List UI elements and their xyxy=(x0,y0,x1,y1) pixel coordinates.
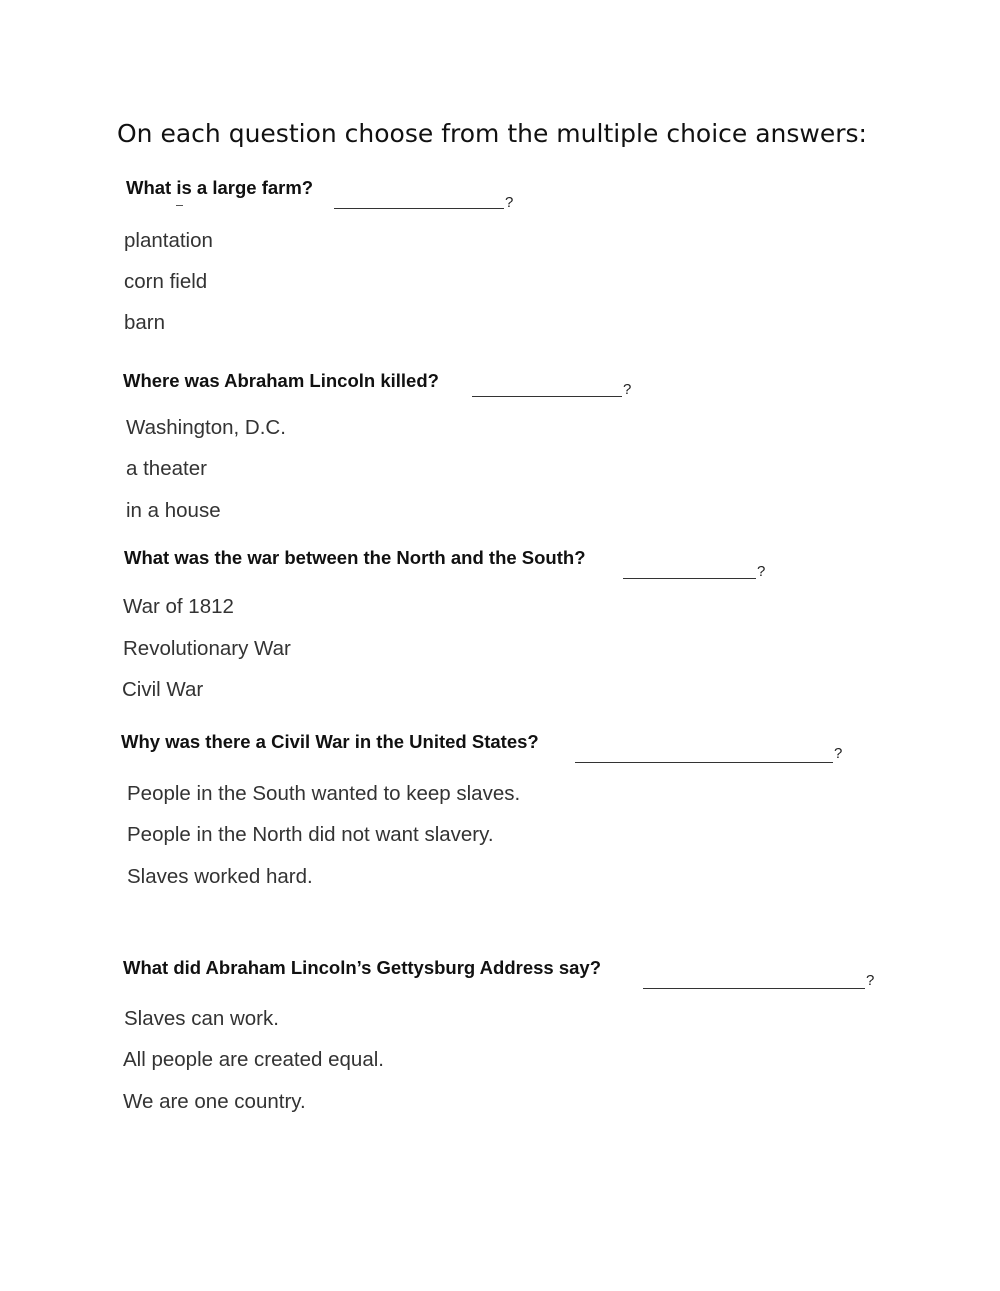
option-item[interactable]: People in the South wanted to keep slaves. xyxy=(127,782,521,805)
question-text: What did Abraham Lincoln’s Gettysburg Address say? xyxy=(123,957,601,978)
answer-blank[interactable] xyxy=(623,578,756,579)
answer-blank[interactable] xyxy=(575,762,833,763)
option-item[interactable]: plantation xyxy=(124,229,213,252)
option-item[interactable]: a theater xyxy=(126,457,207,480)
blank-question-mark: ? xyxy=(834,745,843,762)
option-item[interactable]: We are one country. xyxy=(123,1090,306,1113)
answer-blank[interactable] xyxy=(472,396,622,397)
option-item[interactable]: People in the North did not want slavery. xyxy=(127,823,494,846)
question-text: What is a large farm? xyxy=(126,177,314,198)
answer-blank[interactable] xyxy=(334,208,504,209)
option-item[interactable]: Civil War xyxy=(122,678,204,701)
question-text: Where was Abraham Lincoln killed? xyxy=(123,370,439,391)
option-item[interactable]: Washington, D.C. xyxy=(126,416,286,439)
option-item[interactable]: Slaves can work. xyxy=(124,1007,279,1030)
option-item[interactable]: corn field xyxy=(124,270,208,293)
question-text: Why was there a Civil War in the United States? xyxy=(121,731,539,752)
option-item[interactable]: War of 1812 xyxy=(123,595,234,618)
option-item[interactable]: Revolutionary War xyxy=(123,637,291,660)
option-item[interactable]: Slaves worked hard. xyxy=(127,865,313,888)
instructions-heading: On each question choose from the multiple choice answers: xyxy=(117,119,867,148)
option-item[interactable]: All people are created equal. xyxy=(123,1048,384,1071)
question-text: What was the war between the North and the South? xyxy=(124,547,586,568)
blank-question-mark: ? xyxy=(505,194,514,211)
option-item[interactable]: in a house xyxy=(126,499,221,522)
blank-question-mark: ? xyxy=(866,972,875,989)
stray-mark xyxy=(176,205,183,206)
blank-question-mark: ? xyxy=(623,381,632,398)
option-item[interactable]: barn xyxy=(124,311,166,334)
blank-question-mark: ? xyxy=(757,563,766,580)
answer-blank[interactable] xyxy=(643,988,865,989)
